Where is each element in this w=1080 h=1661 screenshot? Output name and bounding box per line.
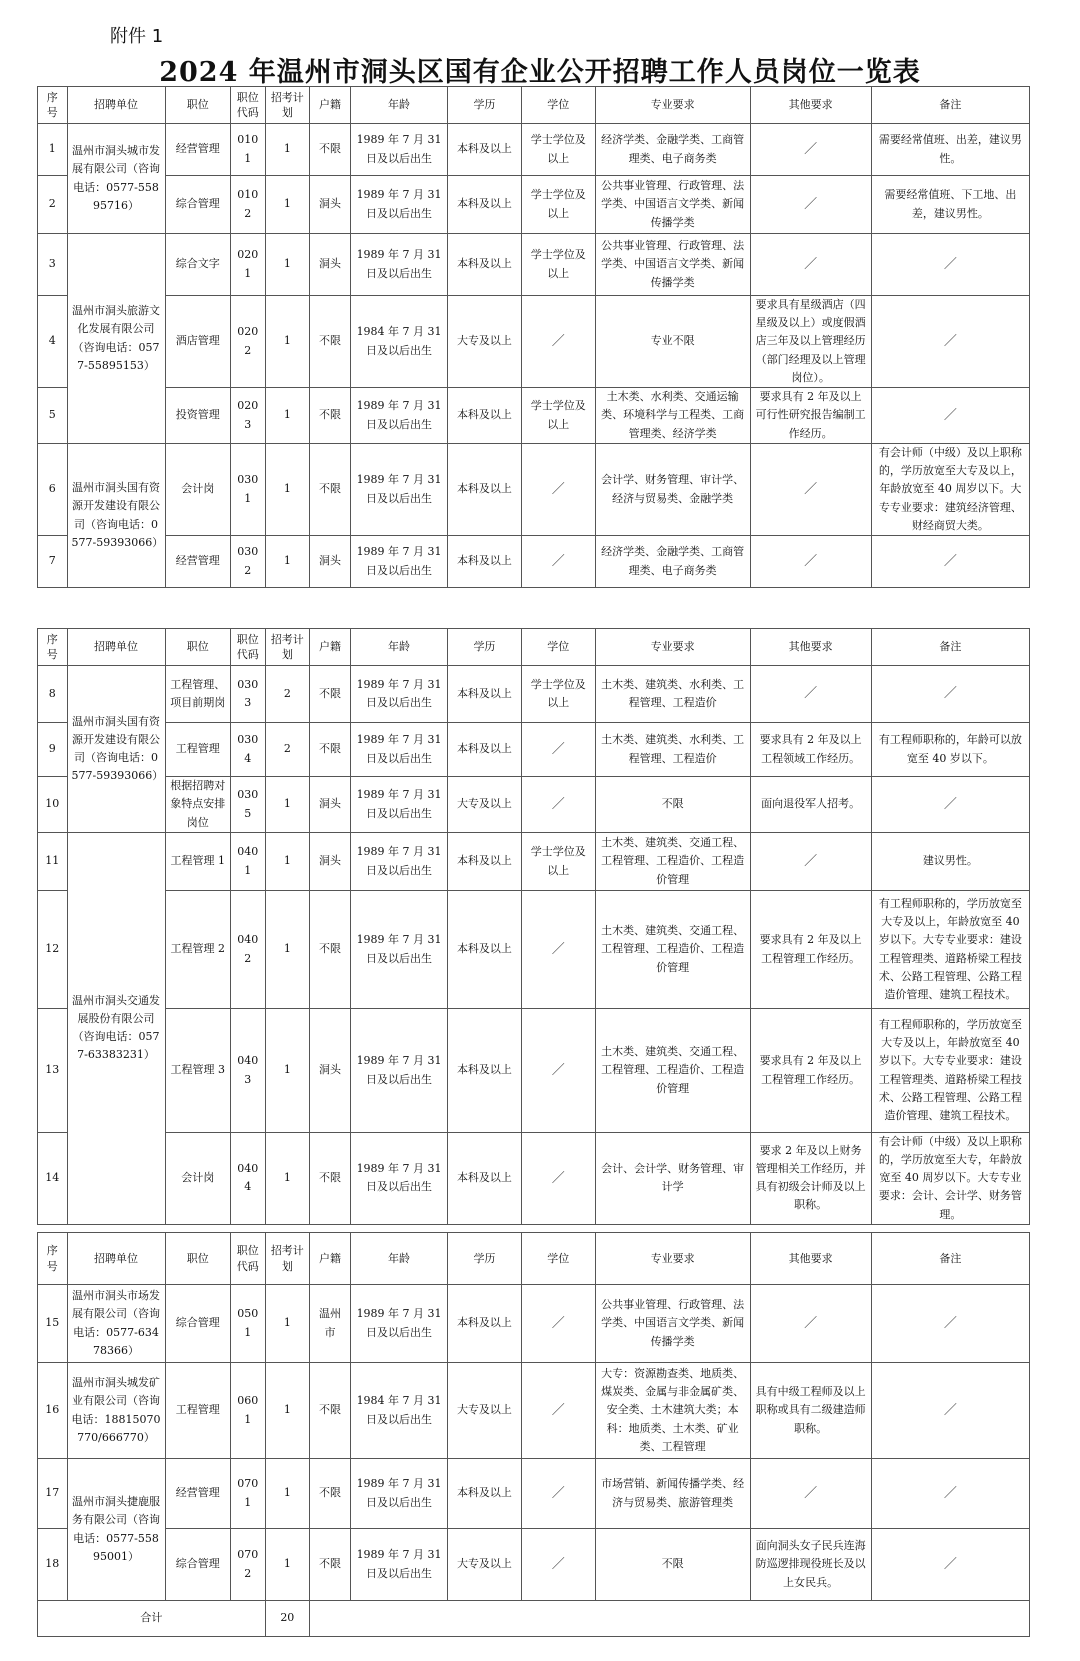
- table-row: [38, 1529, 1030, 1601]
- cell-other: 面向退役军人招考。: [750, 777, 871, 833]
- cell-remark: ／: [871, 296, 1029, 388]
- table-row: [38, 723, 1030, 777]
- cell-major: 土木类、建筑类、交通工程、工程管理、工程造价、工程造价管理: [595, 833, 750, 891]
- cell-remark: ／: [871, 777, 1029, 833]
- header-row: [38, 1233, 1030, 1285]
- cell-major: 土木类、建筑类、水利类、工程管理、工程造价: [595, 666, 750, 723]
- cell-no: 7: [38, 536, 68, 588]
- cell-code: 0201: [230, 234, 265, 296]
- cell-age: 1989 年 7 月 31 日及以后出生: [351, 388, 448, 444]
- cell-position: 会计岗: [165, 1133, 230, 1225]
- cell-plan: 1: [265, 124, 309, 176]
- cell-code: 0501: [230, 1285, 265, 1363]
- cell-no: 11: [38, 833, 68, 891]
- header-degree: 学位: [521, 87, 595, 124]
- cell-position: 工程管理 1: [165, 833, 230, 891]
- cell-major: 经济学类、金融学类、工商管理类、电子商务类: [595, 536, 750, 588]
- cell-major: 大专：资源勘查类、地质类、煤炭类、金属与非金属矿类、安全类、土木建筑大类；本科：地质类、土木类、矿业类、工程管理: [595, 1363, 750, 1459]
- table-row: [38, 296, 1030, 388]
- header-other: 其他要求: [750, 629, 871, 666]
- cell-age: 1989 年 7 月 31 日及以后出生: [351, 666, 448, 723]
- cell-major: 会计学、财务管理、审计学、经济与贸易类、金融学类: [595, 444, 750, 536]
- header-position: 职位: [165, 1233, 230, 1285]
- cell-hukou: 不限: [309, 1363, 350, 1459]
- header-no: 序号: [38, 87, 68, 124]
- cell-remark: 有工程师职称的，年龄可以放宽至 40 岁以下。: [871, 723, 1029, 777]
- header-hukou: 户籍: [309, 1233, 350, 1285]
- cell-code: 0404: [230, 1133, 265, 1225]
- cell-age: 1989 年 7 月 31 日及以后出生: [351, 536, 448, 588]
- cell-education: 本科及以上: [448, 833, 522, 891]
- header-plan: 招考计划: [265, 87, 309, 124]
- cell-hukou: 洞头: [309, 176, 350, 234]
- cell-position: 根据招聘对象特点安排岗位: [165, 777, 230, 833]
- cell-hukou: 不限: [309, 124, 350, 176]
- header-remark: 备注: [871, 87, 1029, 124]
- cell-degree: ／: [521, 1363, 595, 1459]
- total-label: 合计: [38, 1601, 266, 1637]
- header-other: 其他要求: [750, 87, 871, 124]
- header-code: 职位代码: [230, 87, 265, 124]
- cell-major: 不限: [595, 777, 750, 833]
- positions-table-part-3: [37, 1232, 1030, 1637]
- cell-position: 工程管理: [165, 723, 230, 777]
- cell-education: 本科及以上: [448, 388, 522, 444]
- cell-other: ／: [750, 1285, 871, 1363]
- cell-position: 综合管理: [165, 176, 230, 234]
- cell-major: 市场营销、新闻传播学类、经济与贸易类、旅游管理类: [595, 1459, 750, 1529]
- cell-code: 0203: [230, 388, 265, 444]
- cell-no: 10: [38, 777, 68, 833]
- cell-other: ／: [750, 176, 871, 234]
- cell-code: 0303: [230, 666, 265, 723]
- cell-unit: 温州市洞头国有资源开发建设有限公司（咨询电话：0577-59393066）: [67, 444, 165, 588]
- cell-age: 1989 年 7 月 31 日及以后出生: [351, 176, 448, 234]
- header-other: 其他要求: [750, 1233, 871, 1285]
- cell-code: 0401: [230, 833, 265, 891]
- cell-no: 8: [38, 666, 68, 723]
- header-unit: 招聘单位: [67, 629, 165, 666]
- cell-plan: 1: [265, 296, 309, 388]
- cell-age: 1989 年 7 月 31 日及以后出生: [351, 1459, 448, 1529]
- cell-remark: 有工程师职称的，学历放宽至大专及以上，年龄放宽至 40 岁以下。大专专业要求：建设工程管理类、道路桥梁工程技术、公路工程管理、公路工程造价管理、建筑工程技术。: [871, 1009, 1029, 1133]
- cell-code: 0702: [230, 1529, 265, 1601]
- cell-position: 会计岗: [165, 444, 230, 536]
- cell-remark: ／: [871, 234, 1029, 296]
- cell-no: 16: [38, 1363, 68, 1459]
- cell-other: 要求 2 年及以上财务管理相关工作经历，并具有初级会计师及以上职称。: [750, 1133, 871, 1225]
- cell-education: 大专及以上: [448, 1529, 522, 1601]
- cell-plan: 1: [265, 388, 309, 444]
- cell-education: 大专及以上: [448, 296, 522, 388]
- header-no: 序号: [38, 629, 68, 666]
- cell-major: 土木类、建筑类、交通工程、工程管理、工程造价、工程造价管理: [595, 1009, 750, 1133]
- cell-other: ／: [750, 124, 871, 176]
- header-plan: 招考计划: [265, 1233, 309, 1285]
- cell-code: 0101: [230, 124, 265, 176]
- table-row: [38, 666, 1030, 723]
- cell-degree: ／: [521, 777, 595, 833]
- cell-age: 1989 年 7 月 31 日及以后出生: [351, 833, 448, 891]
- total-value: 20: [265, 1601, 309, 1637]
- cell-position: 工程管理、项目前期岗: [165, 666, 230, 723]
- cell-hukou: 不限: [309, 1529, 350, 1601]
- cell-other: ／: [750, 1459, 871, 1529]
- cell-education: 本科及以上: [448, 891, 522, 1009]
- cell-degree: ／: [521, 296, 595, 388]
- cell-remark: ／: [871, 666, 1029, 723]
- cell-degree: 学士学位及以上: [521, 176, 595, 234]
- cell-position: 综合文字: [165, 234, 230, 296]
- cell-no: 12: [38, 891, 68, 1009]
- cell-major: 经济学类、金融学类、工商管理类、电子商务类: [595, 124, 750, 176]
- cell-major: 公共事业管理、行政管理、法学类、中国语言文学类、新闻传播学类: [595, 234, 750, 296]
- cell-remark: 有会计师（中级）及以上职称的，学历放宽至大专，年龄放宽至 40 周岁以下。大专专业要求：会计、会计学、财务管理。: [871, 1133, 1029, 1225]
- cell-plan: 1: [265, 777, 309, 833]
- cell-hukou: 洞头: [309, 777, 350, 833]
- table-row: [38, 833, 1030, 891]
- cell-position: 经营管理: [165, 1459, 230, 1529]
- cell-other: 要求具有 2 年及以上工程管理工作经历。: [750, 1009, 871, 1133]
- cell-other: 要求具有 2 年及以上可行性研究报告编制工作经历。: [750, 388, 871, 444]
- cell-unit: 温州市洞头旅游文化发展有限公司（咨询电话：0577-55895153）: [67, 234, 165, 444]
- cell-hukou: 洞头: [309, 1009, 350, 1133]
- cell-plan: 1: [265, 833, 309, 891]
- cell-education: 本科及以上: [448, 1009, 522, 1133]
- cell-plan: 1: [265, 891, 309, 1009]
- cell-code: 0701: [230, 1459, 265, 1529]
- cell-hukou: 不限: [309, 666, 350, 723]
- cell-no: 1: [38, 124, 68, 176]
- header-row: [38, 87, 1030, 124]
- cell-degree: ／: [521, 1133, 595, 1225]
- cell-degree: ／: [521, 444, 595, 536]
- cell-hukou: 不限: [309, 723, 350, 777]
- cell-age: 1989 年 7 月 31 日及以后出生: [351, 1529, 448, 1601]
- table-row: [38, 234, 1030, 296]
- header-hukou: 户籍: [309, 629, 350, 666]
- cell-position: 经营管理: [165, 124, 230, 176]
- header-remark: 备注: [871, 629, 1029, 666]
- cell-plan: 1: [265, 176, 309, 234]
- cell-education: 本科及以上: [448, 536, 522, 588]
- cell-education: 本科及以上: [448, 234, 522, 296]
- cell-remark: ／: [871, 1285, 1029, 1363]
- cell-age: 1989 年 7 月 31 日及以后出生: [351, 444, 448, 536]
- header-position: 职位: [165, 629, 230, 666]
- cell-other: ／: [750, 833, 871, 891]
- cell-plan: 2: [265, 723, 309, 777]
- cell-plan: 1: [265, 1459, 309, 1529]
- cell-education: 本科及以上: [448, 176, 522, 234]
- cell-plan: 1: [265, 1285, 309, 1363]
- cell-other: 要求具有星级酒店（四星级及以上）或度假酒店三年及以上管理经历（部门经理及以上管理岗位）。: [750, 296, 871, 388]
- cell-hukou: 不限: [309, 296, 350, 388]
- cell-education: 本科及以上: [448, 723, 522, 777]
- cell-degree: 学士学位及以上: [521, 234, 595, 296]
- cell-unit: 温州市洞头城发矿业有限公司（咨询电话：18815070770/666770）: [67, 1363, 165, 1459]
- header-age: 年龄: [351, 1233, 448, 1285]
- table-row: [38, 388, 1030, 444]
- header-age: 年龄: [351, 87, 448, 124]
- cell-hukou: 洞头: [309, 234, 350, 296]
- cell-degree: ／: [521, 1529, 595, 1601]
- cell-unit: 温州市洞头捷鹿服务有限公司（咨询电话：0577-55895001）: [67, 1459, 165, 1601]
- header-age: 年龄: [351, 629, 448, 666]
- cell-hukou: 不限: [309, 1133, 350, 1225]
- cell-plan: 2: [265, 666, 309, 723]
- cell-other: ／: [750, 234, 871, 296]
- total-blank: [309, 1601, 1029, 1637]
- header-education: 学历: [448, 629, 522, 666]
- cell-plan: 1: [265, 234, 309, 296]
- cell-code: 0402: [230, 891, 265, 1009]
- cell-plan: 1: [265, 1133, 309, 1225]
- cell-remark: 有会计师（中级）及以上职称的，学历放宽至大专及以上，年龄放宽至 40 周岁以下。大专专业要求：建筑经济管理、财经商贸大类。: [871, 444, 1029, 536]
- header-major: 专业要求: [595, 1233, 750, 1285]
- table-row: [38, 444, 1030, 536]
- cell-remark: 建议男性。: [871, 833, 1029, 891]
- cell-other: 面向洞头女子民兵连海防巡逻排现役班长及以上女民兵。: [750, 1529, 871, 1601]
- cell-major: 公共事业管理、行政管理、法学类、中国语言文学类、新闻传播学类: [595, 1285, 750, 1363]
- header-major: 专业要求: [595, 629, 750, 666]
- header-degree: 学位: [521, 1233, 595, 1285]
- header-unit: 招聘单位: [67, 1233, 165, 1285]
- cell-other: 要求具有 2 年及以上工程管理工作经历。: [750, 891, 871, 1009]
- cell-code: 0301: [230, 444, 265, 536]
- cell-age: 1989 年 7 月 31 日及以后出生: [351, 124, 448, 176]
- cell-position: 经营管理: [165, 536, 230, 588]
- header-hukou: 户籍: [309, 87, 350, 124]
- positions-table-part-1: [37, 86, 1030, 588]
- cell-hukou: 不限: [309, 1459, 350, 1529]
- cell-major: 不限: [595, 1529, 750, 1601]
- table-row: [38, 891, 1030, 1009]
- cell-position: 工程管理 2: [165, 891, 230, 1009]
- cell-no: 17: [38, 1459, 68, 1529]
- header-degree: 学位: [521, 629, 595, 666]
- table-row: [38, 1459, 1030, 1529]
- cell-no: 14: [38, 1133, 68, 1225]
- cell-age: 1989 年 7 月 31 日及以后出生: [351, 891, 448, 1009]
- cell-age: 1984 年 7 月 31 日及以后出生: [351, 1363, 448, 1459]
- header-education: 学历: [448, 1233, 522, 1285]
- cell-education: 本科及以上: [448, 1285, 522, 1363]
- cell-no: 3: [38, 234, 68, 296]
- header-code: 职位代码: [230, 629, 265, 666]
- cell-position: 工程管理 3: [165, 1009, 230, 1133]
- table-row: [38, 777, 1030, 833]
- cell-plan: 1: [265, 1363, 309, 1459]
- header-row: [38, 629, 1030, 666]
- cell-degree: 学士学位及以上: [521, 666, 595, 723]
- cell-hukou: 不限: [309, 388, 350, 444]
- cell-plan: 1: [265, 444, 309, 536]
- table-row: [38, 536, 1030, 588]
- cell-no: 15: [38, 1285, 68, 1363]
- cell-remark: 需要经常值班、下工地、出差，建议男性。: [871, 176, 1029, 234]
- cell-degree: ／: [521, 891, 595, 1009]
- table-row: [38, 124, 1030, 176]
- cell-education: 大专及以上: [448, 1363, 522, 1459]
- header-major: 专业要求: [595, 87, 750, 124]
- cell-other: ／: [750, 444, 871, 536]
- cell-education: 大专及以上: [448, 777, 522, 833]
- table-row: [38, 1285, 1030, 1363]
- cell-position: 工程管理: [165, 1363, 230, 1459]
- cell-other: 具有中级工程师及以上职称或具有二级建造师职称。: [750, 1363, 871, 1459]
- header-plan: 招考计划: [265, 629, 309, 666]
- cell-education: 本科及以上: [448, 666, 522, 723]
- cell-hukou: 洞头: [309, 833, 350, 891]
- cell-education: 本科及以上: [448, 124, 522, 176]
- header-no: 序号: [38, 1233, 68, 1285]
- table-row: [38, 1363, 1030, 1459]
- cell-degree: ／: [521, 1009, 595, 1133]
- cell-hukou: 不限: [309, 891, 350, 1009]
- cell-unit: 温州市洞头国有资源开发建设有限公司（咨询电话：0577-59393066）: [67, 666, 165, 833]
- cell-code: 0601: [230, 1363, 265, 1459]
- table-row: [38, 1009, 1030, 1133]
- cell-unit: 温州市洞头交通发展股份有限公司（咨询电话：0577-63383231）: [67, 833, 165, 1225]
- cell-degree: ／: [521, 1285, 595, 1363]
- cell-age: 1989 年 7 月 31 日及以后出生: [351, 723, 448, 777]
- cell-education: 本科及以上: [448, 1133, 522, 1225]
- cell-code: 0102: [230, 176, 265, 234]
- cell-remark: ／: [871, 1363, 1029, 1459]
- cell-hukou: 洞头: [309, 536, 350, 588]
- page-title: 2024 年温州市洞头区国有企业公开招聘工作人员岗位一览表: [159, 57, 921, 88]
- cell-age: 1989 年 7 月 31 日及以后出生: [351, 1285, 448, 1363]
- cell-remark: 有工程师职称的，学历放宽至大专及以上，年龄放宽至 40 岁以下。大专专业要求：建设工程管理类、道路桥梁工程技术、公路工程管理、公路工程造价管理、建筑工程技术。: [871, 891, 1029, 1009]
- cell-education: 本科及以上: [448, 1459, 522, 1529]
- cell-plan: 1: [265, 536, 309, 588]
- cell-plan: 1: [265, 1009, 309, 1133]
- cell-degree: ／: [521, 536, 595, 588]
- cell-major: 会计、会计学、财务管理、审计学: [595, 1133, 750, 1225]
- cell-remark: ／: [871, 536, 1029, 588]
- annex-label: 附件 1: [110, 26, 164, 47]
- cell-education: 本科及以上: [448, 444, 522, 536]
- cell-hukou: 温州市: [309, 1285, 350, 1363]
- cell-position: 投资管理: [165, 388, 230, 444]
- header-position: 职位: [165, 87, 230, 124]
- cell-unit: 温州市洞头城市发展有限公司（咨询电话：0577-55895716）: [67, 124, 165, 234]
- positions-table-part-2: [37, 628, 1030, 1225]
- cell-code: 0304: [230, 723, 265, 777]
- cell-no: 6: [38, 444, 68, 536]
- cell-major: 专业不限: [595, 296, 750, 388]
- cell-age: 1989 年 7 月 31 日及以后出生: [351, 1009, 448, 1133]
- cell-age: 1989 年 7 月 31 日及以后出生: [351, 1133, 448, 1225]
- cell-degree: 学士学位及以上: [521, 833, 595, 891]
- cell-no: 9: [38, 723, 68, 777]
- cell-code: 0302: [230, 536, 265, 588]
- cell-major: 土木类、水利类、交通运输类、环境科学与工程类、工商管理类、经济学类: [595, 388, 750, 444]
- cell-no: 2: [38, 176, 68, 234]
- cell-hukou: 不限: [309, 444, 350, 536]
- cell-unit: 温州市洞头市场发展有限公司（咨询电话：0577-63478366）: [67, 1285, 165, 1363]
- header-unit: 招聘单位: [67, 87, 165, 124]
- cell-no: 4: [38, 296, 68, 388]
- cell-remark: ／: [871, 1529, 1029, 1601]
- cell-degree: 学士学位及以上: [521, 124, 595, 176]
- cell-code: 0202: [230, 296, 265, 388]
- cell-plan: 1: [265, 1529, 309, 1601]
- header-remark: 备注: [871, 1233, 1029, 1285]
- table-row: [38, 176, 1030, 234]
- cell-other: 要求具有 2 年及以上工程领域工作经历。: [750, 723, 871, 777]
- cell-age: 1989 年 7 月 31 日及以后出生: [351, 777, 448, 833]
- cell-major: 土木类、建筑类、交通工程、工程管理、工程造价、工程造价管理: [595, 891, 750, 1009]
- cell-major: 公共事业管理、行政管理、法学类、中国语言文学类、新闻传播学类: [595, 176, 750, 234]
- cell-position: 综合管理: [165, 1285, 230, 1363]
- cell-remark: ／: [871, 388, 1029, 444]
- cell-other: ／: [750, 666, 871, 723]
- cell-other: ／: [750, 536, 871, 588]
- cell-code: 0305: [230, 777, 265, 833]
- cell-remark: ／: [871, 1459, 1029, 1529]
- cell-degree: 学士学位及以上: [521, 388, 595, 444]
- cell-major: 土木类、建筑类、水利类、工程管理、工程造价: [595, 723, 750, 777]
- cell-no: 5: [38, 388, 68, 444]
- cell-position: 酒店管理: [165, 296, 230, 388]
- cell-age: 1989 年 7 月 31 日及以后出生: [351, 234, 448, 296]
- cell-remark: 需要经常值班、出差，建议男性。: [871, 124, 1029, 176]
- cell-no: 18: [38, 1529, 68, 1601]
- cell-code: 0403: [230, 1009, 265, 1133]
- cell-age: 1984 年 7 月 31 日及以后出生: [351, 296, 448, 388]
- cell-no: 13: [38, 1009, 68, 1133]
- header-education: 学历: [448, 87, 522, 124]
- total-row: [38, 1601, 1030, 1637]
- table-row: [38, 1133, 1030, 1225]
- cell-degree: ／: [521, 723, 595, 777]
- cell-position: 综合管理: [165, 1529, 230, 1601]
- cell-degree: ／: [521, 1459, 595, 1529]
- header-code: 职位代码: [230, 1233, 265, 1285]
